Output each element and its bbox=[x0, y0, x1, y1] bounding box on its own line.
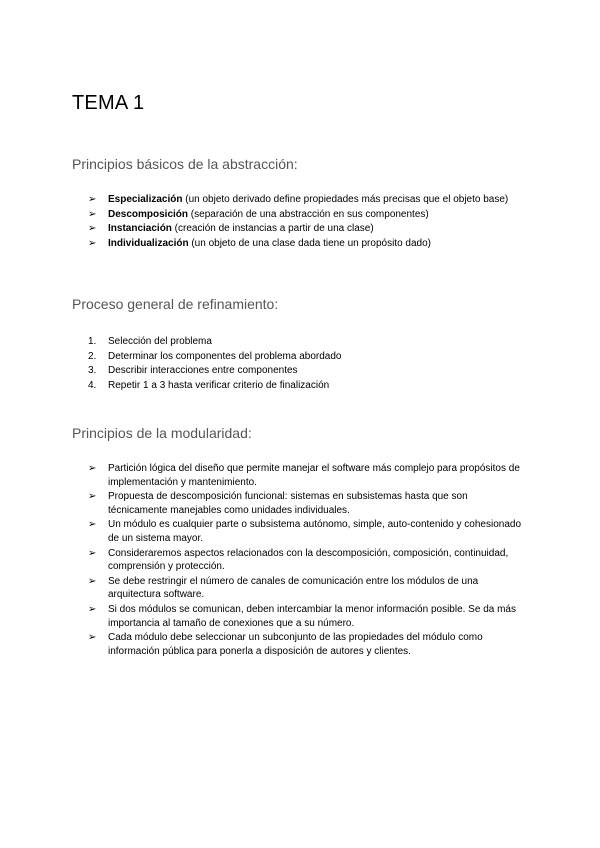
item-text: Cada módulo debe seleccionar un subconjunto de las propiedades del módulo como información pública para ponerla a disposición de autores y clientes. bbox=[108, 632, 483, 657]
arrow-bullet-icon: ➢ bbox=[88, 223, 97, 235]
list-item bbox=[88, 222, 528, 236]
list-item bbox=[88, 193, 528, 207]
list-item bbox=[88, 547, 528, 574]
list-item bbox=[88, 350, 528, 364]
arrow-bullet-icon: ➢ bbox=[88, 237, 97, 249]
item-term: Descomposición bbox=[108, 208, 189, 220]
item-number: 3. bbox=[88, 365, 97, 377]
list-item bbox=[88, 335, 528, 349]
item-term: Instanciación bbox=[108, 223, 172, 235]
arrow-bullet-icon: ➢ bbox=[88, 208, 97, 220]
list-item bbox=[88, 237, 528, 251]
item-number: 2. bbox=[88, 350, 97, 362]
item-desc: (separación de una abstracción en sus componentes) bbox=[188, 208, 429, 220]
item-text: Propuesta de descomposición funcional: sistemas en subsistemas hasta que son técnicamente manejables como unidades individuales. bbox=[108, 491, 468, 516]
list-item bbox=[88, 603, 528, 630]
item-text: Repetir 1 a 3 hasta verificar criterio de finalización bbox=[108, 379, 330, 391]
list-item bbox=[88, 208, 528, 222]
refinamiento-list bbox=[88, 335, 528, 393]
arrow-bullet-icon: ➢ bbox=[88, 491, 97, 503]
list-item bbox=[88, 364, 528, 378]
section-heading-refinamiento: Proceso general de refinamiento: bbox=[72, 296, 279, 312]
item-number: 1. bbox=[88, 336, 97, 347]
item-text: Si dos módulos se comunican, deben intercambiar la menor información posible. Se da más importancia al tamaño de conexiones que a su número. bbox=[108, 603, 516, 629]
item-term: Individualización bbox=[108, 237, 189, 249]
abstraccion-list bbox=[88, 193, 528, 251]
arrow-bullet-icon: ➢ bbox=[88, 463, 97, 474]
arrow-bullet-icon: ➢ bbox=[88, 519, 97, 531]
item-text: Partición lógica del diseño que permite manejar el software más complejo para propósitos de implementación y mantenimiento. bbox=[108, 463, 520, 488]
item-number: 4. bbox=[88, 379, 97, 391]
page-title: TEMA 1 bbox=[72, 92, 145, 114]
item-desc: (un objeto de una clase dada tiene un propósito dado) bbox=[188, 237, 431, 249]
list-item bbox=[88, 631, 528, 658]
list-item bbox=[88, 490, 528, 517]
item-text: Describir interacciones entre componentes bbox=[108, 365, 298, 377]
list-item bbox=[88, 575, 528, 602]
arrow-bullet-icon: ➢ bbox=[88, 547, 97, 559]
item-text: Selección del problema bbox=[108, 336, 212, 347]
modularidad-list bbox=[88, 462, 528, 659]
item-text: Se debe restringir el número de canales de comunicación entre los módulos de una arquitectura software. bbox=[108, 575, 479, 601]
item-desc: (creación de instancias a partir de una clase) bbox=[171, 223, 374, 235]
list-item bbox=[88, 518, 528, 545]
item-text: Un módulo es cualquier parte o subsistema autónomo, simple, auto-contenido y cohesionado de un sistema mayor. bbox=[108, 519, 522, 544]
section-heading-abstraccion: Principios básicos de la abstracción: bbox=[72, 156, 298, 172]
item-desc: (un objeto derivado define propiedades más precisas que el objeto base) bbox=[182, 194, 509, 205]
list-item bbox=[88, 462, 528, 489]
list-item bbox=[88, 379, 528, 393]
item-text: Determinar los componentes del problema abordado bbox=[108, 350, 342, 362]
item-text: Consideraremos aspectos relacionados con la descomposición, composición, continuidad, comprensión y protección. bbox=[108, 547, 509, 573]
item-term: Especialización bbox=[108, 194, 183, 205]
arrow-bullet-icon: ➢ bbox=[88, 194, 97, 205]
arrow-bullet-icon: ➢ bbox=[88, 603, 97, 615]
arrow-bullet-icon: ➢ bbox=[88, 632, 97, 644]
arrow-bullet-icon: ➢ bbox=[88, 575, 97, 587]
section-heading-modularidad: Principios de la modularidad: bbox=[72, 425, 252, 441]
